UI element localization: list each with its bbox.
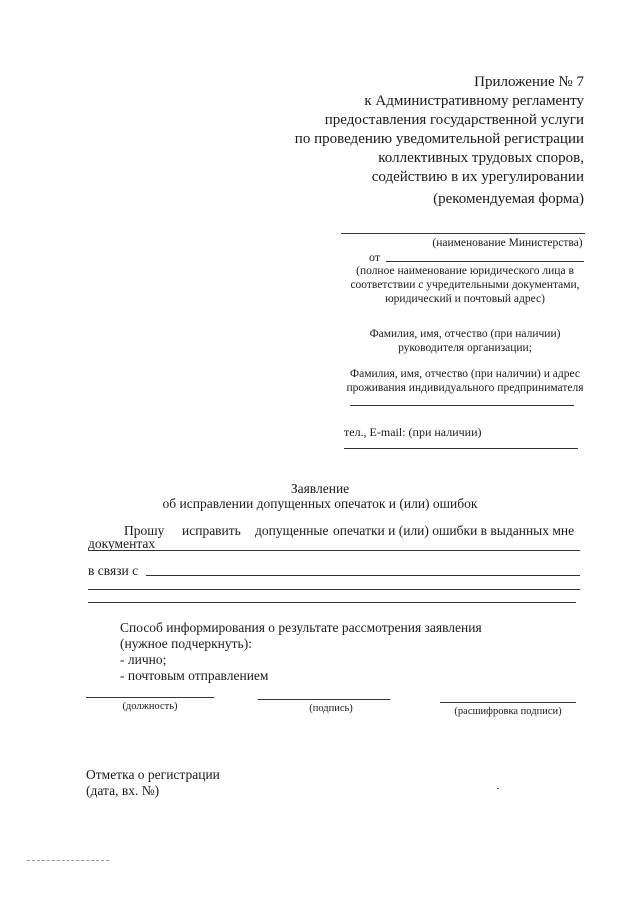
header-line: содействию в их урегулировании (371, 169, 584, 185)
scan-artifact-line (27, 860, 109, 861)
header-line: предоставления государственной услуги (324, 112, 584, 128)
contacts-caption: тел., E-mail: (при наличии) (344, 425, 482, 439)
request-word: Прошу (124, 523, 165, 538)
request-word: опечатки и (или) ошибки в выданных мне (333, 523, 575, 538)
position-caption: (должность) (122, 701, 178, 712)
from-label: от (369, 250, 381, 264)
signature-line (258, 699, 390, 700)
from-line (386, 261, 584, 262)
header-line: коллективных трудовых споров, (378, 150, 584, 166)
request-word: допущенные (255, 523, 329, 538)
reason-line (146, 575, 580, 576)
contacts-line (344, 448, 578, 449)
request-line (88, 550, 580, 551)
header-line: по проведению уведомительной регистрации (294, 131, 584, 147)
reason-line (88, 602, 576, 603)
entrepreneur-line (350, 405, 574, 406)
signature-caption: (подпись) (309, 703, 353, 714)
ministry-caption: (наименование Министерства) (432, 237, 583, 249)
head-caption: Фамилия, имя, отчество (при наличии) руководителя организации; (369, 328, 561, 354)
reason-line (88, 589, 580, 590)
request-word: исправить (182, 523, 241, 538)
document-title: Заявление (290, 481, 350, 496)
form-note: (рекомендуемая форма) (433, 191, 584, 207)
request-continuation: документах (88, 536, 156, 551)
appendix-number: Приложение № 7 (474, 74, 584, 90)
notification-method: Способ информирования о результате рассмотрения заявления (нужное подчеркнуть): - лично; - почтовым отправлением (120, 620, 482, 683)
reason-label: в связи с (88, 563, 139, 578)
entrepreneur-caption: Фамилия, имя, отчество (при наличии) и адрес проживания индивидуального предпринимателя (346, 368, 584, 394)
entity-caption: (полное наименование юридического лица в соответствии с учредительными документами, юридический и почтовый адрес) (350, 265, 580, 305)
ministry-line (341, 233, 585, 234)
position-line (86, 697, 214, 698)
registration-mark: Отметка о регистрации (дата, вх. №) (86, 767, 220, 798)
scan-speck (497, 788, 499, 789)
header-line: к Административному регламенту (364, 93, 584, 109)
decoding-caption: (расшифровка подписи) (454, 706, 562, 717)
decoding-line (440, 702, 576, 703)
document-subtitle: об исправлении допущенных опечаток и (или) ошибок (162, 496, 478, 511)
